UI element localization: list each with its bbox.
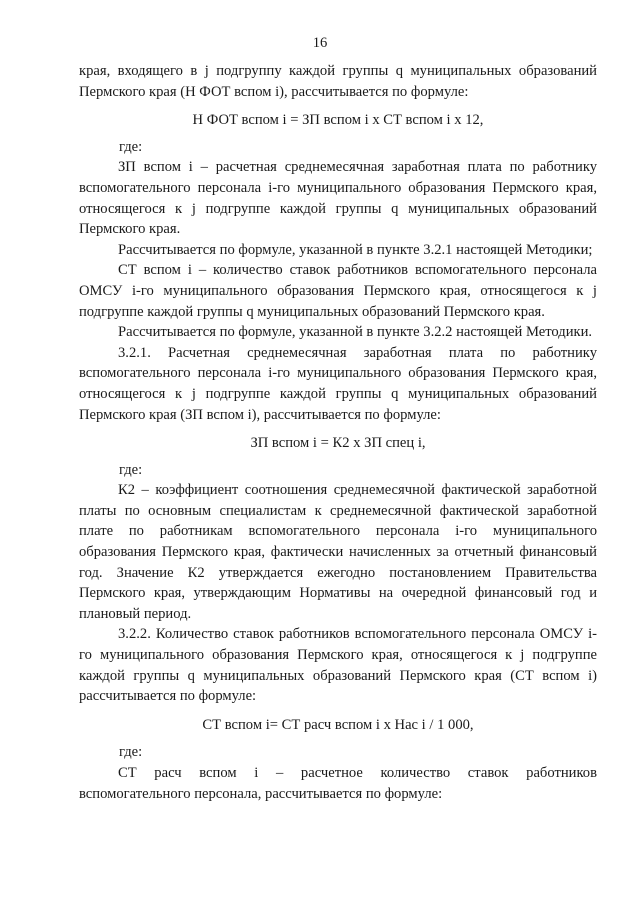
paragraph: 3.2.2. Количество ставок работников вспомогательного персонала ОМСУ i-го муниципального образования Пермского края, относящегося к j подгруппе каждой группы q муниципальных образований Пермского края (СТ вспом i) рассчитывается по формуле: — [79, 626, 597, 705]
document-body — [79, 61, 597, 804]
paragraph: СТ расч вспом i – расчетное количество ставок работников вспомогательного персонала, рассчитывается по формуле: — [79, 765, 597, 802]
formula: СТ вспом i= СТ расч вспом i х Нас i / 1 000, — [202, 716, 474, 733]
paragraph: ЗП вспом i – расчетная среднемесячная заработная плата по работнику вспомогательного персонала i-го муниципального образования Пермского края, относящегося к j подгруппе каждой группы q муниципальных образований Пермского края. — [79, 159, 597, 238]
where-label: где: — [119, 138, 143, 155]
formula: ЗП вспом i = К2 х ЗП спец i, — [250, 435, 426, 452]
page-number: 16 — [312, 35, 328, 51]
where-label: где: — [119, 461, 143, 478]
paragraph: СТ вспом i – количество ставок работников вспомогательного персонала ОМСУ i-го муниципального образования Пермского края, относящегося к j подгруппе каждой группы q муниципальных образований Пермского края. — [79, 262, 597, 320]
paragraph: 3.2.1. Расчетная среднемесячная заработная плата по работнику вспомогательного персонала i-го муниципального образования Пермского края, относящегося к j подгруппе каждой группы q муниципальных образований Пермского края (ЗП вспом i), рассчитывается по формуле: — [79, 344, 597, 423]
paragraph: края, входящего в j подгруппу каждой группы q муниципальных образований Пермского края (Н ФОТ вспом i), рассчитывается по формуле: — [79, 63, 597, 100]
paragraph: Рассчитывается по формуле, указанной в пункте 3.2.2 настоящей Методики. — [118, 324, 593, 341]
where-label: где: — [119, 744, 143, 761]
formula: Н ФОТ вспом i = ЗП вспом i х СТ вспом i х 12, — [192, 112, 484, 129]
paragraph: К2 – коэффициент соотношения среднемесячной фактической заработной платы по основным специалистам к среднемесячной фактической заработной плате по работникам вспомогательного персонала i-го муниципального образования Пермского края, фактически начисленных за отчетный финансовый год. Значение К2 утверждается ежегодно постановлением Правительства Пермского края, утверждающим Нормативы на очередной финансовый год и плановый период. — [79, 482, 597, 622]
paragraph: Рассчитывается по формуле, указанной в пункте 3.2.1 настоящей Методики; — [118, 241, 593, 258]
